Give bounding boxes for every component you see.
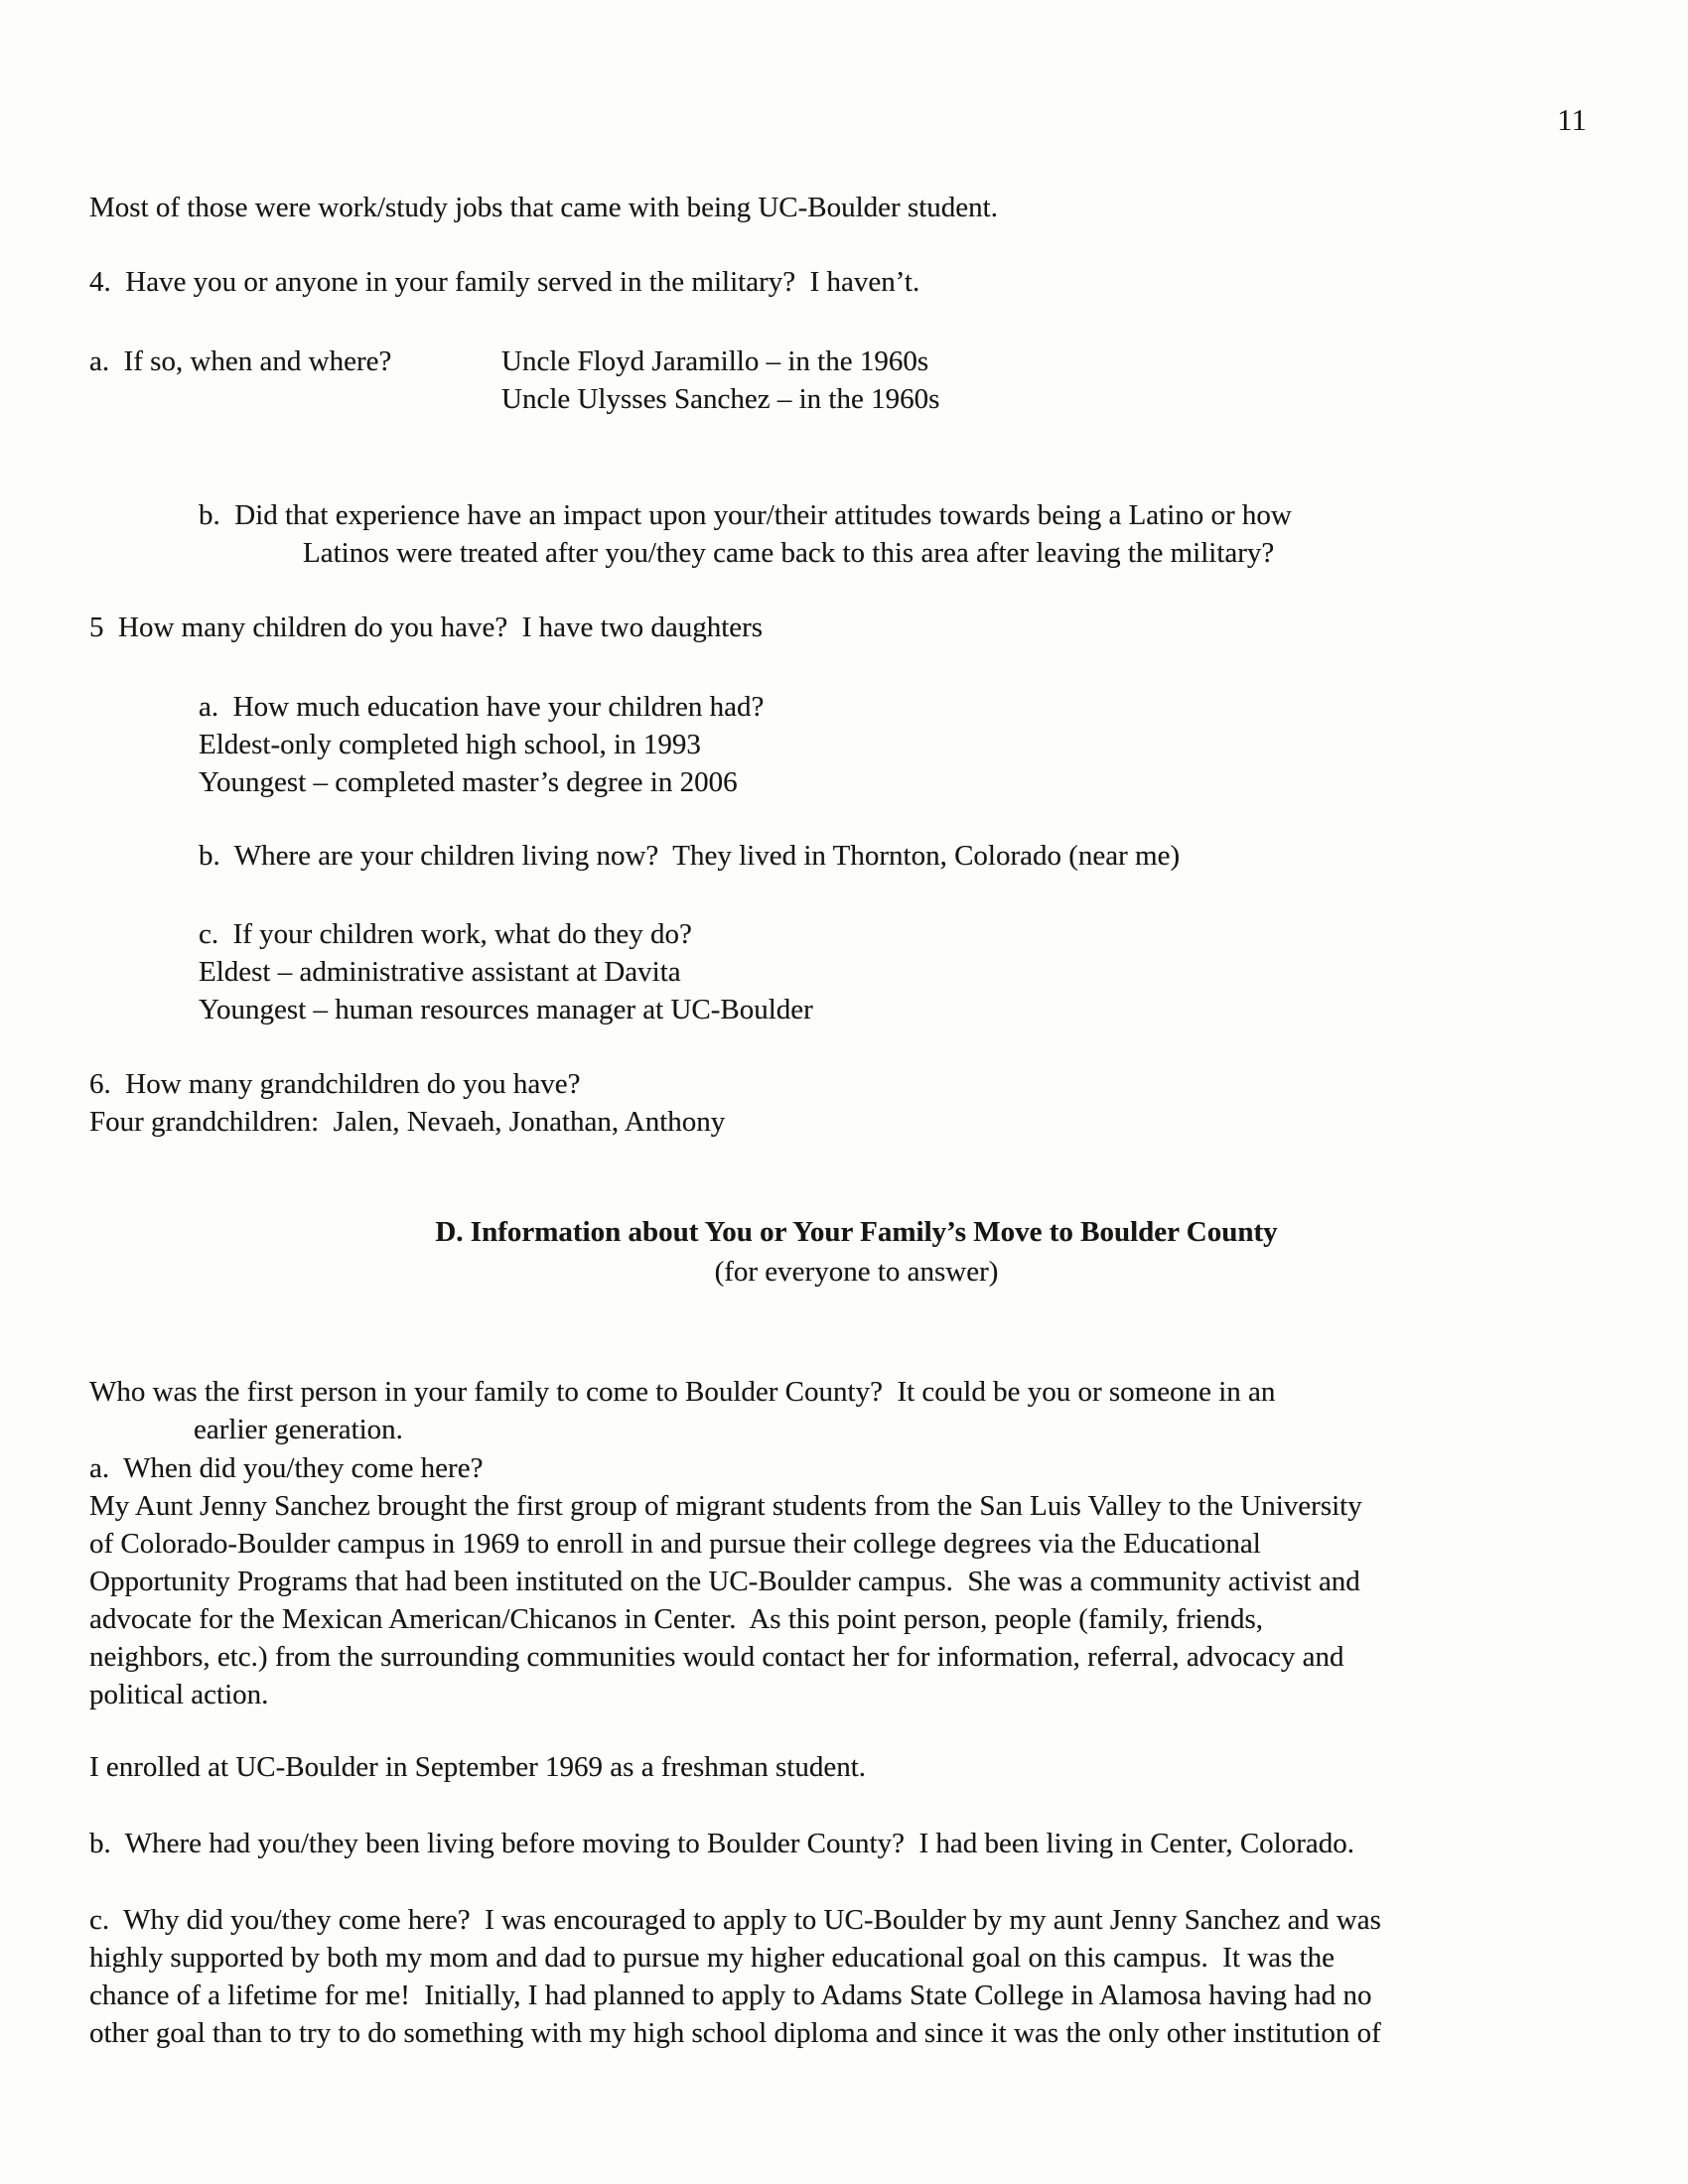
- section-d-heading: D. Information about You or Your Family’s Move to Boulder County: [435, 1216, 1278, 1248]
- move-answer-a-paragraph: [89, 1487, 1623, 1713]
- move-question-c-line-4: other goal than to try to do something with my high school diploma and since it was the only other institution of: [89, 2017, 1381, 2049]
- question-5c-answer-youngest: Youngest – human resources manager at UC-Boulder: [199, 994, 813, 1025]
- question-5a: [199, 688, 1623, 801]
- move-question-c-paragraph: [89, 1901, 1623, 2052]
- move-question-a: a. When did you/they come here?: [89, 1452, 484, 1484]
- question-5c: [199, 915, 1623, 1028]
- intro-line: Most of those were work/study jobs that came with being UC-Boulder student.: [89, 192, 998, 223]
- question-5a-answer-eldest: Eldest-only completed high school, in 1993: [199, 729, 701, 760]
- question-5a-answer-youngest: Youngest – completed master’s degree in 2006: [199, 766, 738, 798]
- move-question-line-1: Who was the first person in your family to come to Boulder County? It could be you or someone in an: [89, 1376, 1276, 1408]
- question-4b: [89, 496, 1623, 572]
- question-4b-line-2: Latinos were treated after you/they came back to this area after leaving the military?: [303, 537, 1275, 569]
- document-content: [89, 189, 1623, 2052]
- move-answer-a-line-6: political action.: [89, 1679, 269, 1710]
- move-question-b: b. Where had you/they been living before moving to Boulder County? I had been living in Center, Colorado.: [89, 1828, 1355, 1859]
- question-4: 4. Have you or anyone in your family served in the military? I haven’t.: [89, 266, 920, 298]
- move-answer-a-line-4: advocate for the Mexican American/Chicanos in Center. As this point person, people (family, friends,: [89, 1603, 1263, 1635]
- question-5c-answer-eldest: Eldest – administrative assistant at Davita: [199, 956, 681, 988]
- question-6-answer: Four grandchildren: Jalen, Nevaeh, Jonathan, Anthony: [89, 1106, 726, 1138]
- question-4b-line-1: b. Did that experience have an impact upon your/their attitudes towards being a Latino or how: [199, 499, 1292, 531]
- move-question-line-2: earlier generation.: [194, 1414, 403, 1445]
- question-6: [89, 1065, 1623, 1141]
- question-5c-question: c. If your children work, what do they do?: [199, 918, 692, 950]
- question-5b: b. Where are your children living now? They lived in Thornton, Colorado (near me): [199, 840, 1181, 872]
- question-6-question: 6. How many grandchildren do you have?: [89, 1068, 581, 1100]
- page-number: 11: [1557, 102, 1587, 137]
- question-4a-answer-2: Uncle Ulysses Sanchez – in the 1960s: [501, 383, 940, 415]
- question-5: 5 How many children do you have? I have two daughters: [89, 612, 764, 643]
- section-d-subheading: (for everyone to answer): [714, 1256, 999, 1288]
- question-4a-answers: [501, 342, 939, 418]
- question-4a-label: a. If so, when and where?: [89, 345, 392, 377]
- enrolled-statement: I enrolled at UC-Boulder in September 1969 as a freshman student.: [89, 1751, 866, 1783]
- move-answer-a-line-3: Opportunity Programs that had been instituted on the UC-Boulder campus. She was a community activist and: [89, 1566, 1360, 1597]
- move-answer-a-line-1: My Aunt Jenny Sanchez brought the first group of migrant students from the San Luis Valley to the University: [89, 1490, 1362, 1522]
- move-answer-a-line-2: of Colorado-Boulder campus in 1969 to enroll in and pursue their college degrees via the Educational: [89, 1528, 1261, 1560]
- move-question-c-line-2: highly supported by both my mom and dad to pursue my higher educational goal on this campus. It was the: [89, 1942, 1336, 1974]
- move-answer-a-line-5: neighbors, etc.) from the surrounding communities would contact her for information, referral, advocacy and: [89, 1641, 1344, 1673]
- move-question-c-line-3: chance of a lifetime for me! Initially, I had planned to apply to Adams State College in Alamosa having had no: [89, 1979, 1372, 2011]
- question-4a: [89, 342, 1623, 418]
- question-4a-answer-1: Uncle Floyd Jaramillo – in the 1960s: [501, 345, 929, 377]
- question-5a-question: a. How much education have your children had?: [199, 691, 765, 723]
- move-question-c-line-1: c. Why did you/they come here? I was encouraged to apply to UC-Boulder by my aunt Jenny Sanchez and was: [89, 1904, 1381, 1936]
- move-question-intro: [89, 1373, 1623, 1448]
